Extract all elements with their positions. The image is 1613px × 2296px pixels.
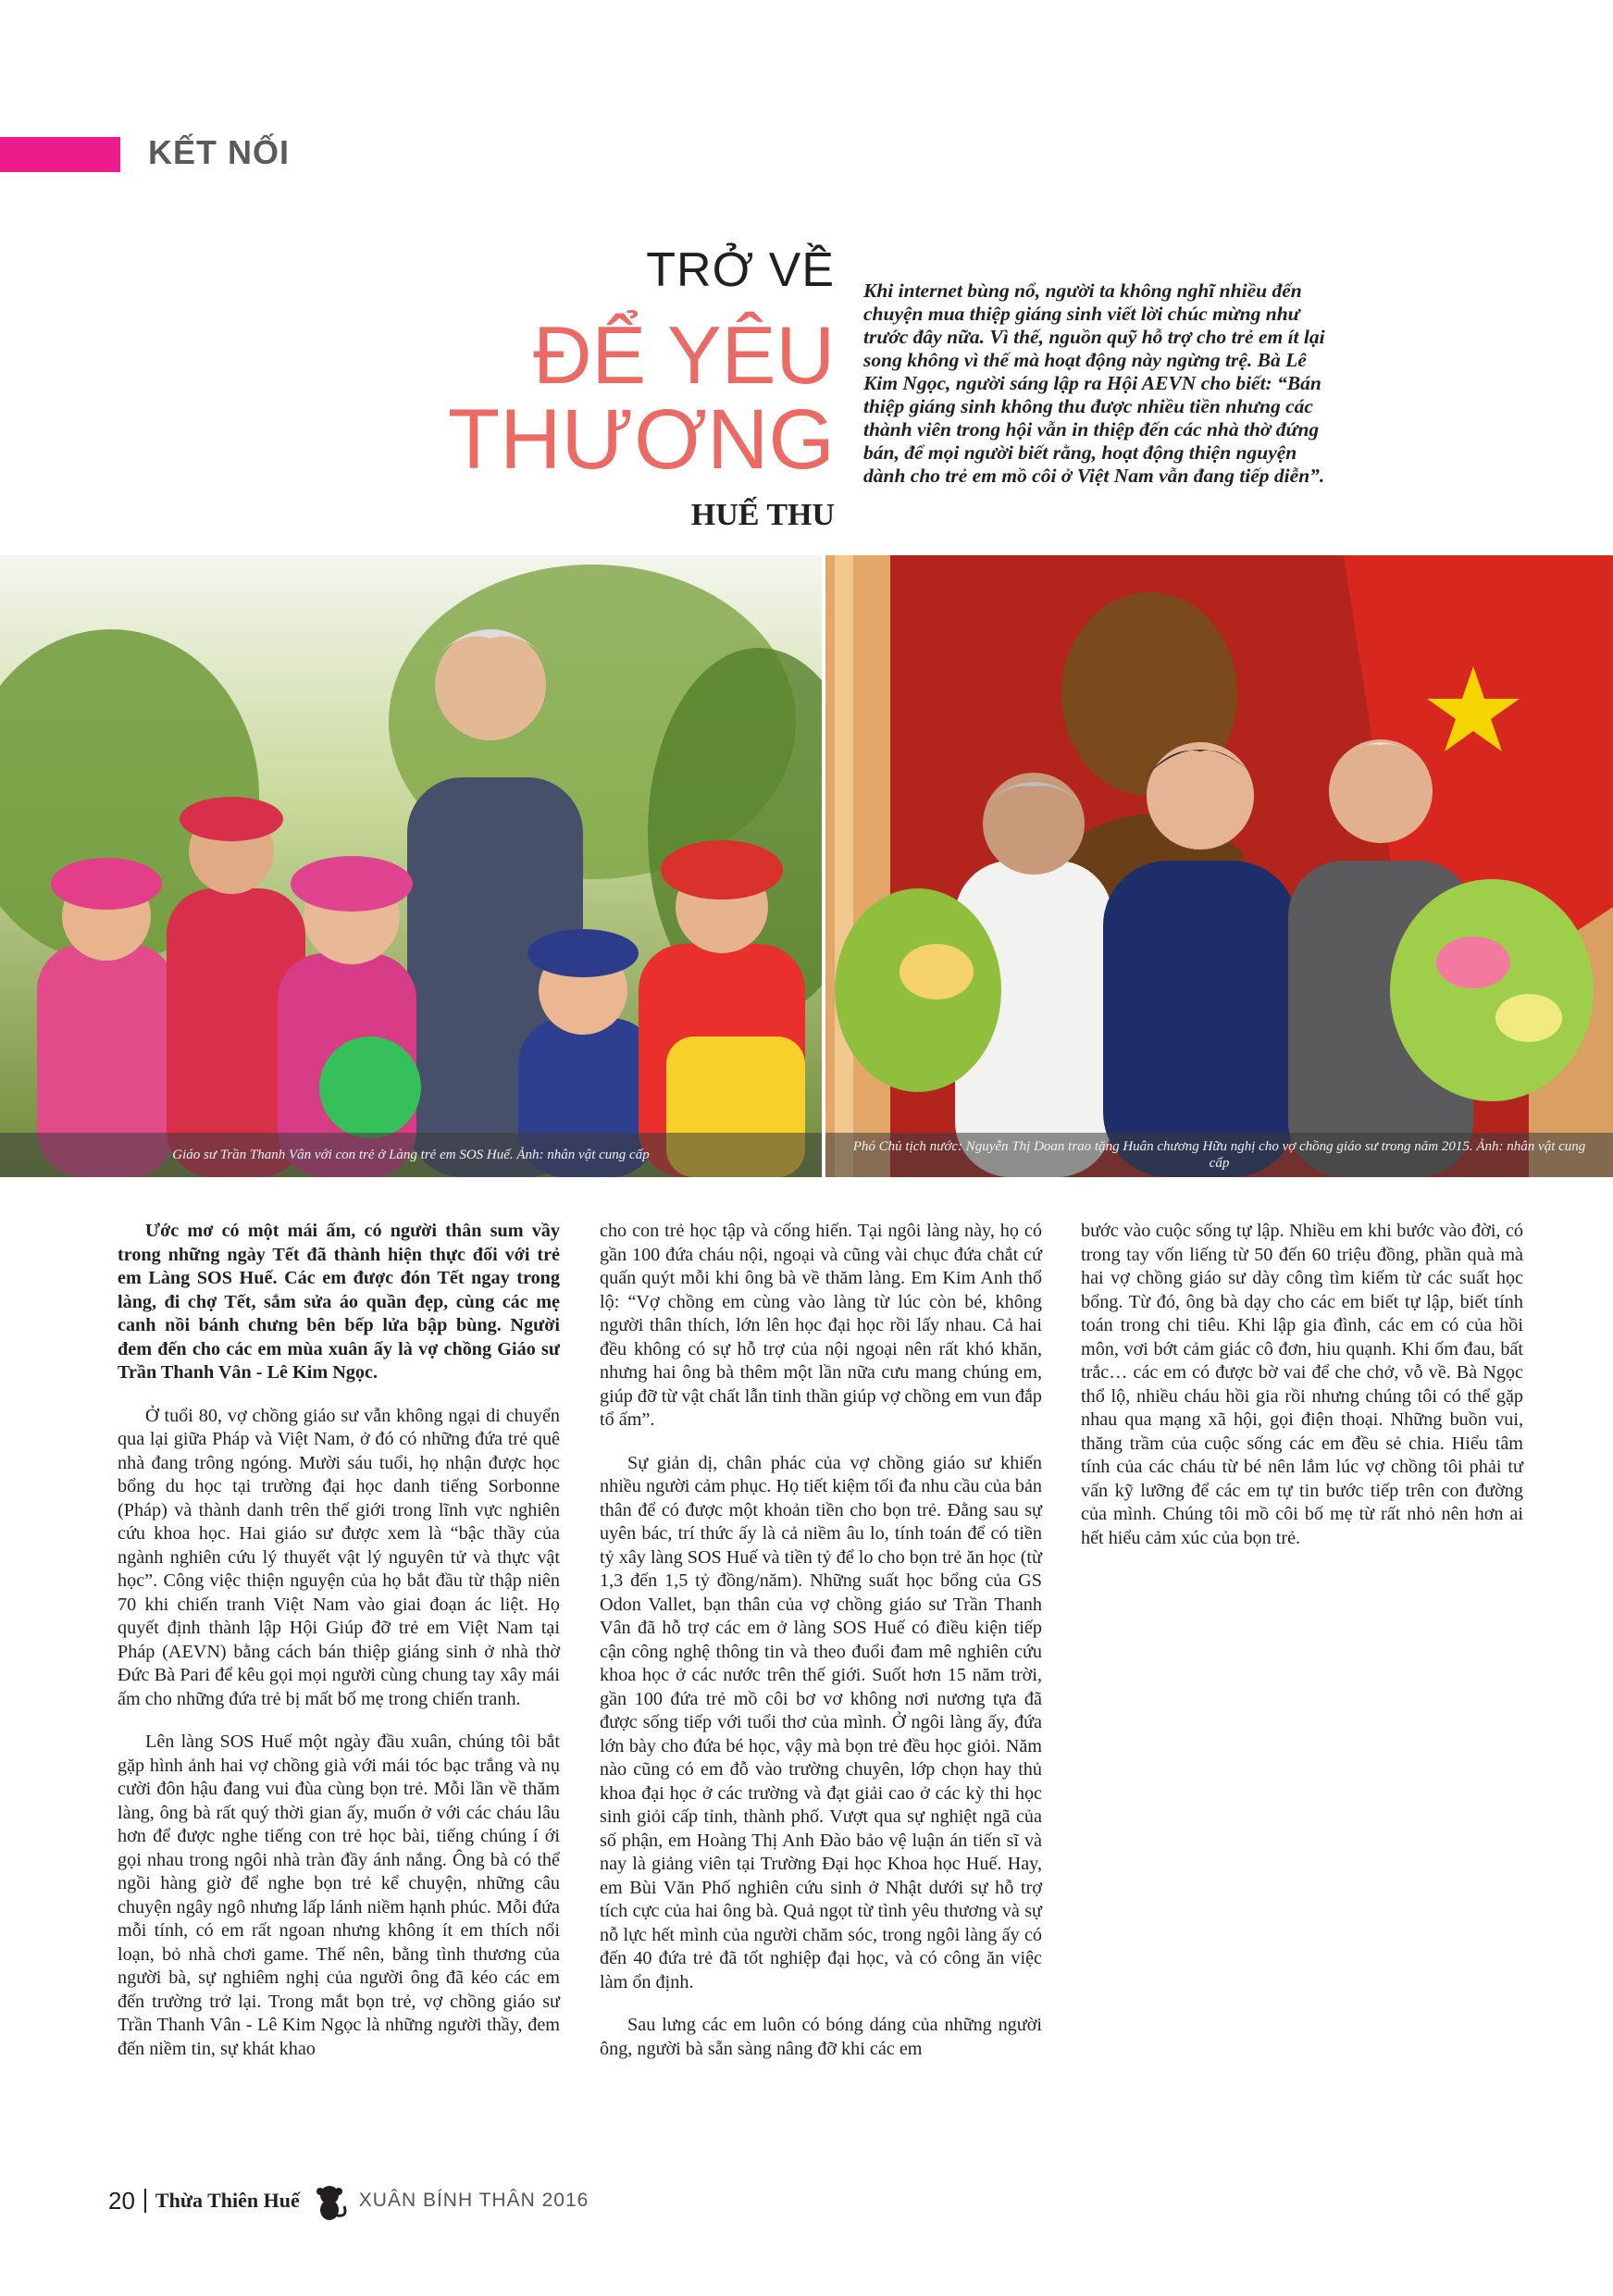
photo-award-ceremony <box>825 555 1613 1177</box>
author-name: HUẾ THU <box>690 498 835 532</box>
page-footer <box>108 2180 589 2221</box>
section-color-bar <box>0 137 120 172</box>
photo-children-sos <box>0 555 822 1177</box>
body-paragraph: Sự giản dị, chân phác của vợ chồng giáo sư khiến nhiều người cảm phục. Họ tiết kiệm tối đa nhu cầu của bản thân để có được một khoản tiền cho bọn trẻ. Đằng sau sự uyên bác, trí thức ấy là cả niềm âu lo, tính toán để có tiền tỷ xây làng SOS Huế và tiền tỷ để lo cho bọn trẻ ăn học (từ 1,3 đến 1,5 tỷ đồng/năm). Những suất học bổng của GS Odon Vallet, bạn thân của vợ chồng giáo sư Trần Thanh Vân đã hỗ trợ các em ở làng SOS Huế có điều kiện tiếp cận công nghệ thông tin và theo đuổi đam mê nghiên cứu khoa học ở các nước trên thế giới. Suốt hơn 15 năm trời, gần 100 đứa trẻ mồ côi bơ vơ không nơi nương tựa đã được sống tiếp với tuổi thơ của mình. Ở ngôi làng ấy, đứa lớn bày cho đứa bé học, vậy mà bọn trẻ đều học giỏi. Năm nào cũng có em đỗ vào trường chuyên, lớp chọn hay thủ khoa đại học ở các trường và đạt giải cao ở các kỳ thi học sinh giỏi cấp tỉnh, thành phố. Vượt qua sự nghiệt ngã của số phận, em Hoàng Thị Anh Đào bảo vệ luận án tiến sĩ và nay là giảng viên tại Trường Đại học Khoa học Huế. Hay, em Bùi Văn Phố nghiên cứu sinh ở Nhật dưới sự hỗ trợ tích cực của hai ông bà. Quả ngọt từ tình yêu thương và sự nỗ lực hết mình của người chăm sóc, trong ngôi làng ấy có đến 40 đứa trẻ đã tốt nghiệp đại học, và có công ăn việc làm ổn định. <box>600 1452 1042 1992</box>
body-paragraph: Lên làng SOS Huế một ngày đầu xuân, chúng tôi bắt gặp hình ảnh hai vợ chồng già với mái tóc bạc trắng và nụ cười đôn hậu đang vui đùa cùng bọn trẻ. Mỗi lần về thăm làng, ông bà rất quý thời gian ấy, muốn ở với các cháu lâu hơn để được nghe tiếng con trẻ học bài, tiếng chúng í ới gọi nhau trong ngôi nhà tràn đầy ánh nắng. Ông bà có thể ngồi hàng giờ để nghe bọn trẻ kể chuyện, những câu chuyện ngây ngô nhưng lấp lánh niềm hạnh phúc. Mỗi đứa mỗi tính, có em rất ngoan nhưng không ít em thích nổi loạn, bỏ nhà chơi game. Thế nên, bằng tình thương của người bà, sự nghiêm nghị của người ông đã kéo các em đến trường trở lại. Trong mắt bọn trẻ, vợ chồng giáo sư Trần Thanh Vân - Lê Kim Ngọc là những người thầy, đem đến niềm tin, sự khát khao <box>118 1731 560 2059</box>
body-column-2 <box>600 1220 1042 2080</box>
photo-children-illustration <box>0 555 822 1177</box>
lead-paragraph: Khi internet bùng nổ, người ta không nghĩ nhiều đến chuyện mua thiệp giáng sinh viết lời chúc mừng như trước đây nữa. Vì thế, nguồn quỹ hỗ trợ cho trẻ em ít lại song không vì thế mà hoạt động này ngừng trệ. Bà Lê Kim Ngọc, người sáng lập ra Hội AEVN cho biết: “Bán thiệp giáng sinh không thu được nhiều tiền nhưng các thành viên trong hội vẫn in thiệp đến các nhà thờ đứng bán, để mọi người biết rằng, hoạt động thiện nguyện dành cho trẻ em mồ côi ở Việt Nam vẫn đang tiếp diễn”. <box>863 279 1325 487</box>
footer-divider <box>144 2189 146 2213</box>
issue-label: XUÂN BÍNH THÂN 2016 <box>358 2190 589 2211</box>
body-column-1 <box>118 1220 560 2080</box>
page-number: 20 <box>108 2186 135 2215</box>
body-paragraph: bước vào cuộc sống tự lập. Nhiều em khi bước vào đời, có trong tay vốn liếng từ 50 đến 60 triệu đồng, phần quà mà hai vợ chồng giáo sư dày công tìm kiếm từ các suất học bổng. Từ đó, ông bà dạy cho các em biết tự lập, biết tính toán trong chi tiêu. Khi lập gia đình, các em có của hồi môn, vơi bớt cảm giác cô đơn, hiu quạnh. Khi ốm đau, bất trắc… các em có được bờ vai để che chở, vỗ về. Bà Ngọc thổ lộ, nhiều cháu hồi gia rồi nhưng chúng tôi có thể gặp nhau qua mạng xã hội, gọi điện thoại. Những buồn vui, thăng trầm của cuộc sống các em đều sẻ chia. Hiểu tâm tính của các cháu từ bé nên lắm lúc vợ chồng tôi phải tư vấn kỹ lưỡng để các em tự tin bước tiếp trên con đường của mình. Chúng tôi mồ côi bố mẹ từ rất nhỏ nên hơn ai hết hiểu cảm xúc của bọn trẻ. <box>1081 1221 1523 1548</box>
body-paragraph: Ước mơ có một mái ấm, có người thân sum vầy trong những ngày Tết đã thành hiện thực đối với trẻ em Làng SOS Huế. Các em được đón Tết ngay trong làng, đi chợ Tết, sắm sửa áo quần đẹp, cùng các mẹ canh nồi bánh chưng bên bếp lửa bập bùng. Người đem đến cho các em mùa xuân ấy là vợ chồng Giáo sư Trần Thanh Vân - Lê Kim Ngọc. <box>118 1221 560 1383</box>
section-label: KẾT NỐI <box>148 133 291 171</box>
photo-ceremony-illustration <box>825 555 1613 1177</box>
magazine-name: Thừa Thiên Huế <box>155 2189 300 2212</box>
title-line-3: THƯƠNG <box>447 392 835 487</box>
photo-caption-1: Giáo sư Trần Thanh Vân với con trẻ ở Làng trẻ em SOS Huế. Ảnh: nhân vật cung cấp <box>0 1133 822 1177</box>
body-paragraph: Sau lưng các em luôn có bóng dáng của những người ông, người bà sẵn sàng nâng đỡ khi các em <box>600 2015 1042 2059</box>
monkey-icon <box>309 2180 350 2221</box>
body-column-3 <box>1081 1220 1523 1570</box>
body-paragraph: cho con trẻ học tập và cống hiến. Tại ngôi làng này, họ có gần 100 đứa cháu nội, ngoại và cũng vài chục đứa chắt cứ quấn quýt mỗi khi ông bà về thăm làng. Em Kim Anh thổ lộ: “Vợ chồng em cùng vào làng từ lúc còn bé, không người thân thích, lớn lên học đại học rồi lấy nhau. Cả hai đều không có sự hỗ trợ của nội ngoại nên rất khó khăn, nhưng hai ông bà thêm một lần nữa cưu mang chúng em, giúp đỡ từ vật chất lẫn tinh thần giúp vợ chồng em vun đắp tổ ấm”. <box>600 1221 1043 1430</box>
body-paragraph: Ở tuổi 80, vợ chồng giáo sư vẫn không ngại di chuyển qua lại giữa Pháp và Việt Nam, ở đó có những đứa trẻ quê nhà đang trông ngóng. Mười sáu tuổi, họ nhận được học bổng du học tại trường đại học danh tiếng Sorbonne (Pháp) và thành danh trên thế giới trong lĩnh vực nghiên cứu khoa học. Hai giáo sư được xem là “bậc thầy của ngành nghiên cứu lý thuyết vật lý nguyên tử và thực vật học”. Công việc thiện nguyện của họ bắt đầu từ thập niên 70 khi chiến tranh Việt Nam vào giai đoạn ác liệt. Họ quyết định thành lập Hội Giúp đỡ trẻ em Việt Nam tại Pháp (AEVN) bằng cách bán thiệp giáng sinh ở nhà thờ Đức Bà Pari để kêu gọi mọi người cùng chung tay xây mái ấm cho những đứa trẻ bị mất bố mẹ trong chiến tranh. <box>118 1405 560 1709</box>
photo-caption-2: Phó Chủ tịch nước: Nguyễn Thị Doan trao tặng Huân chương Hữu nghị cho vợ chồng giáo sư trong năm 2015. Ảnh: nhân vật cung cấp <box>825 1133 1613 1177</box>
title-line-1: TRỞ VỀ <box>646 243 835 297</box>
title-line-2: ĐỂ YÊU <box>532 309 835 401</box>
